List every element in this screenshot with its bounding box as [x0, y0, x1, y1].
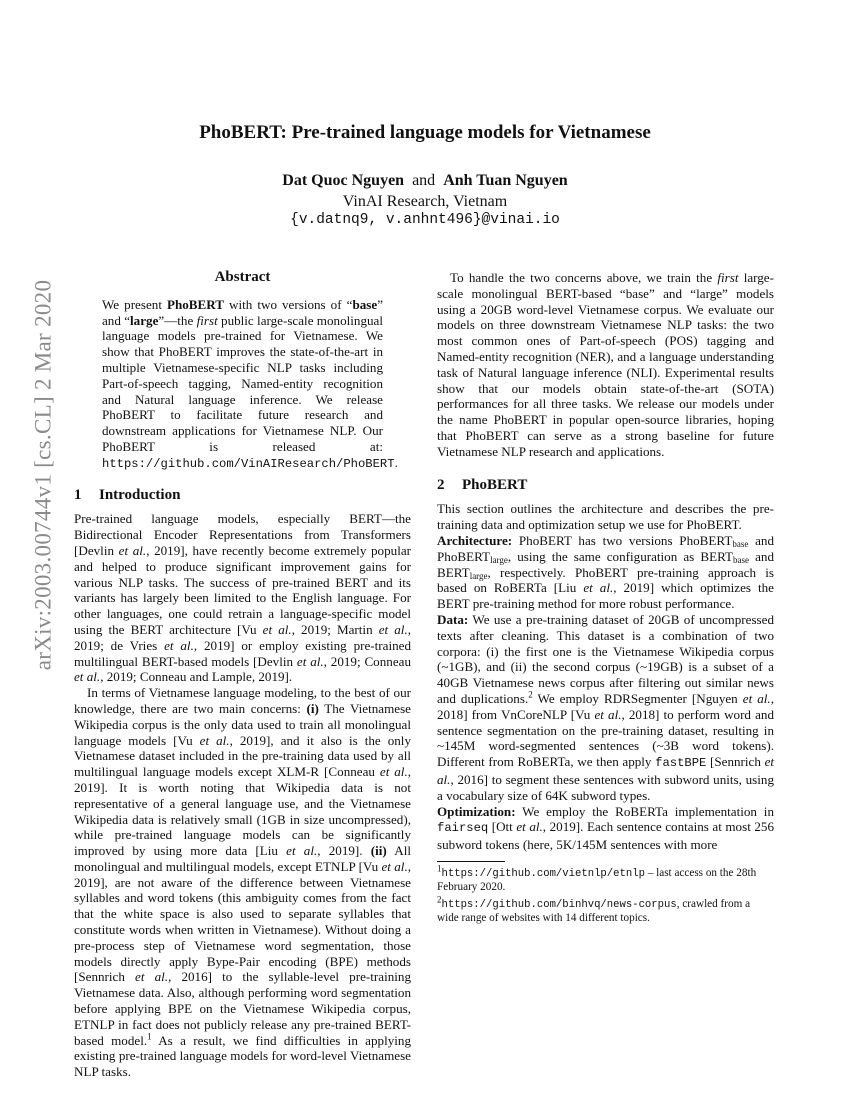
left-column [74, 270, 411, 1080]
intro-paragraph-2: In terms of Vietnamese language modeling, to the best of our knowledge, there are two main concerns: (i) The Vietnamese Wikipedia corpus is the only data used to train all monolingual language models [Vu et al., 2019], and it also is the only Vietnamese dataset included in the pre-training data used by all multilingual language models except XLM-R [Conneau et al., 2019]. It is worth noting that Wikipedia data is not representative of a general language use, and the Vietnamese Wikipedia data is relatively small (1GB in size uncompressed), while pre-trained language models can be significantly improved by using more data [Liu et al., 2019]. (ii) All monolingual and multilingual models, except ETNLP [Vu et al., 2019], are not aware of the difference between Vietnamese syllables and word tokens (this ambiguity comes from the fact that the white space is also used to separate syllables that constitute words when written in Vietnamese). Without doing a pre-process step of Vietnamese word segmentation, those models directly apply Bype-Pair encoding (BPE) methods [Sennrich et al., 2016] to the syllable-level pre-training Vietnamese data. Also, although performing word segmentation before applying BPE on the Vietnamese Wikipedia corpus, ETNLP in fact does not publicly release any pre-trained BERT-based model.$^1$ As a result, we find difficulties in applying existing pre-trained language models for word-level Vietnamese NLP tasks. [74, 685, 412, 1080]
footnote-1: $^1$https://github.com/vietnlp/etnlp – last access on the 28th February 2020. [437, 863, 757, 894]
footnote-2: $^2$https://github.com/binhvq/news-corpus, crawled from a wide range of websites with 14 different topics. [437, 893, 751, 925]
footnote-1-link[interactable]: https://github.com/vietnlp/etnlp [441, 867, 645, 880]
intro-paragraph-1: Pre-trained language models, especially BERT—the Bidirectional Encoder Representations from Transformers [Devlin et al., 2019], have recently become extremely popular and helped to produce significant improvement gains for various NLP tasks. The success of pre-trained BERT and its variants has largely been limited to the English language. For other languages, one could retrain a language-specific model using the BERT architecture [Vu et al., 2019; Martin et al., 2019; de Vries et al., 2019] or employ existing pre-trained multilingual BERT-based models [Devlin et al., 2019; Conneau et al., 2019; Conneau and Lample, 2019]. [74, 511, 412, 685]
footnote-ref-2[interactable]: 2 [528, 689, 533, 700]
author-emails: {v.datnq9, v.anhnt496}@vinai.io [290, 212, 560, 228]
author-line [0, 172, 850, 190]
abstract-body: We present PhoBERT with two versions of “base” and “large”—the first public large-scale monolingual language models pre-trained for Vietnamese. We show that PhoBERT improves the state-of-the-art in multiple Vietnamese-specific NLP tasks including Part-of-speech tagging, Named-entity recognition and Natural language inference. We release PhoBERT to facilitate future research and downstream applications for Vietnamese NLP. Our PhoBERT is released at: https://github.com/VinAIResearch/PhoBERT. [102, 296, 398, 471]
optimization-paragraph: Optimization: We employ the RoBERTa implementation in fairseq [Ott et al., 2019]. Each sentence contains at most 256 subword tokens (here, 5K/145M sentences with more [437, 803, 774, 853]
code-release-link[interactable]: https://github.com/VinAIResearch/PhoBERT [102, 456, 395, 471]
data-paragraph: Data: We use a pre-training dataset of 20GB of uncompressed texts after cleaning. This dataset is a combination of two corpora: (i) the first one is the Vietnamese Wikipedia corpus (~1GB), and (ii) the second corpus (~19GB) is a subset of a 40GB Vietnamese news corpus after filtering out similar news and duplications.$^2$ We employ RDRSegmenter [Nguyen et al., 2018] from VnCoreNLP [Vu et al., 2018] to perform word and sentence segmentation on the pre-training dataset, resulting in ~145M word-segmented sentences (~3B word tokens). Different from RoBERTa, we then apply fastBPE [Sennrich et al., 2016] to segment these sentences with subword units, using a vocabulary size of 64K subword types. [437, 611, 775, 803]
author-2: Anh Tuan Nguyen [443, 172, 568, 189]
intro-paragraph-3: To handle the two concerns above, we train the first large-scale monolingual BERT-based “base” and “large” models using a 20GB word-level Vietnamese corpus. We evaluate our models on three downstream Vietnamese NLP tasks: the two most common ones of Part-of-speech (POS) tagging and Named-entity recognition (NER), and a language understanding task of Natural language inference (NLI). Experimental results show that our models obtain state-of-the-art (SOTA) performances for all three tasks. We release our models under the name PhoBERT in popular open-source libraries, hoping that PhoBERT can serve as a strong baseline for future Vietnamese NLP research and applications. [437, 270, 774, 459]
code-fastbpe: fastBPE [655, 756, 707, 771]
code-fairseq: fairseq [437, 821, 489, 836]
section-heading-phobert: 2 PhoBERT [437, 476, 528, 493]
arxiv-identifier: arXiv:2003.00744v1 [cs.CL] 2 Mar 2020 [30, 279, 56, 671]
author-conjunction: and [412, 172, 436, 189]
footnote-2-link[interactable]: https://github.com/binhvq/news-corpus [441, 898, 677, 911]
paper-title: PhoBERT: Pre-trained language models for Vietnamese [199, 122, 651, 143]
section-heading-introduction: 1 Introduction [74, 486, 181, 503]
architecture-paragraph: Architecture: PhoBERT has two versions PhoBERT$_{base}$ and PhoBERT$_{large}$, using the same configuration as $BERT_{base}$ and $BERT_{large}$, respectively. PhoBERT pre-training approach is based on RoBERTa [Liu et al., 2019] which optimizes the BERT pre-training method for more robust performance. [437, 532, 774, 612]
phobert-intro: This section outlines the architecture and describes the pre-training data and optimization setup we use for PhoBERT. [437, 501, 774, 533]
author-1: Dat Quoc Nguyen [282, 172, 405, 189]
right-column [437, 270, 774, 926]
footnote-ref-1[interactable]: 1 [147, 1031, 152, 1042]
affiliation: VinAI Research, Vietnam [342, 193, 508, 210]
abstract-heading: Abstract [214, 269, 271, 285]
footnote-divider [437, 861, 505, 862]
